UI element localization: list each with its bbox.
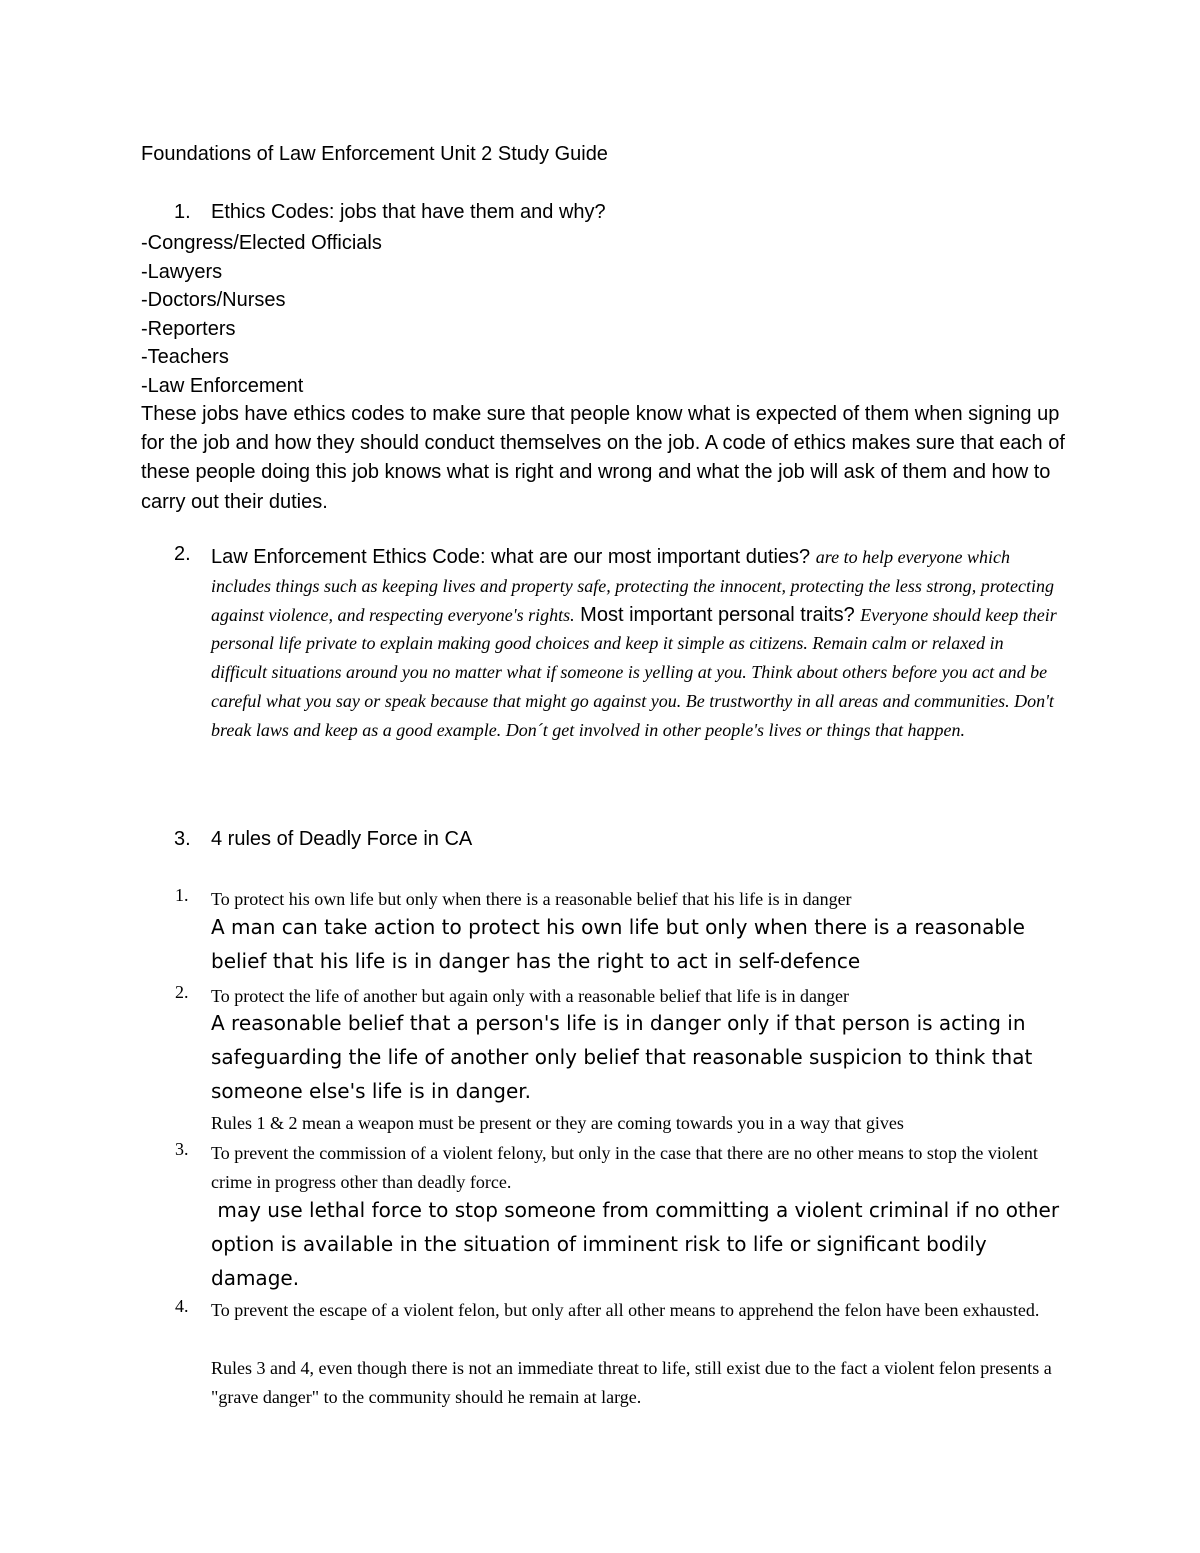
question-3-number: 3.: [174, 828, 191, 850]
jobs-list: [141, 229, 382, 400]
question-2-block: [211, 543, 1061, 745]
rule-2-text: To protect the life of another but again only with a reasonable belief that life is in danger: [211, 986, 850, 1006]
question-2-number: 2.: [174, 543, 191, 565]
question-1-text: Ethics Codes: jobs that have them and why?: [211, 201, 606, 223]
document-title: Foundations of Law Enforcement Unit 2 Study Guide: [141, 143, 608, 165]
rule-3-number: 3.: [175, 1139, 189, 1159]
rule-3-text: To prevent the commission of a violent felony, but only in the case that there are no other means to stop the violent crime in progress other than deadly force.: [211, 1143, 1038, 1192]
rule-1-number: 1.: [175, 885, 189, 905]
rule-3-answer: may use lethal force to stop someone from committing a violent criminal if no other option is available in the situation of imminent risk to life or significant bodily damage.: [211, 1198, 1066, 1290]
question-2b-text: Most important personal traits?: [580, 603, 855, 626]
rules-3-4-note: Rules 3 and 4, even though there is not an immediate threat to life, still exist due to the fact a violent felon presents a "grave danger" to the community should he remain at large.: [211, 1358, 1052, 1407]
rule-1-answer: A man can take action to protect his own life but only when there is a reasonable belief that his life is in danger has the right to act in self-defence: [211, 915, 1025, 973]
list-item: -Doctors/Nurses: [141, 289, 286, 311]
rule-4-text: To prevent the escape of a violent felon, but only after all other means to apprehend the felon have been exhausted.: [211, 1300, 1040, 1320]
list-item: -Congress/Elected Officials: [141, 232, 382, 254]
list-item: -Law Enforcement: [141, 374, 304, 397]
rule-4-number: 4.: [175, 1296, 189, 1316]
question-2b-answer: Everyone should keep their personal life private to explain making good choices and keep it simple as citizens. Remain calm or relaxed in difficult situations around you no matter what if someone is yelling at you. Think about others before you act and be careful what you say or speak because that might go against you. Be trustworthy in all areas and communities. Don't break laws and keep as a good example. Don´t get involved in other people's lives or things that happen.: [211, 604, 1057, 740]
question-1-answer: These jobs have ethics codes to make sure that people know what is expected of them when signing up for the job and how they should conduct themselves on the job. A code of ethics makes sure that each of these people doing this job knows what is right and wrong and what the job will ask of them and how to carry out their duties.: [141, 403, 1065, 513]
question-2a-text: Law Enforcement Ethics Code: what are our most important duties?: [211, 546, 811, 568]
rule-2-number: 2.: [175, 982, 189, 1002]
question-2a-answer: are to help everyone which includes things such as keeping lives and property safe, protecting the innocent, protecting the less strong, protecting against violence, and respecting everyone's rights.: [211, 547, 1055, 625]
list-item: -Lawyers: [141, 260, 223, 283]
list-item: -Teachers: [141, 346, 229, 368]
list-item: -Reporters: [141, 317, 236, 340]
rule-1-text: To protect his own life but only when there is a reasonable belief that his life is in danger: [211, 889, 852, 909]
question-3-text: 4 rules of Deadly Force in CA: [211, 828, 473, 850]
rules-1-2-note: Rules 1 & 2 mean a weapon must be present or they are coming towards you in a way that gives: [211, 1113, 904, 1133]
question-1-number: 1.: [174, 201, 191, 223]
rule-2-answer: A reasonable belief that a person's life is in danger only if that person is acting in safeguarding the life of another only belief that reasonable suspicion to think that someone else's life is in danger.: [211, 1011, 1033, 1103]
